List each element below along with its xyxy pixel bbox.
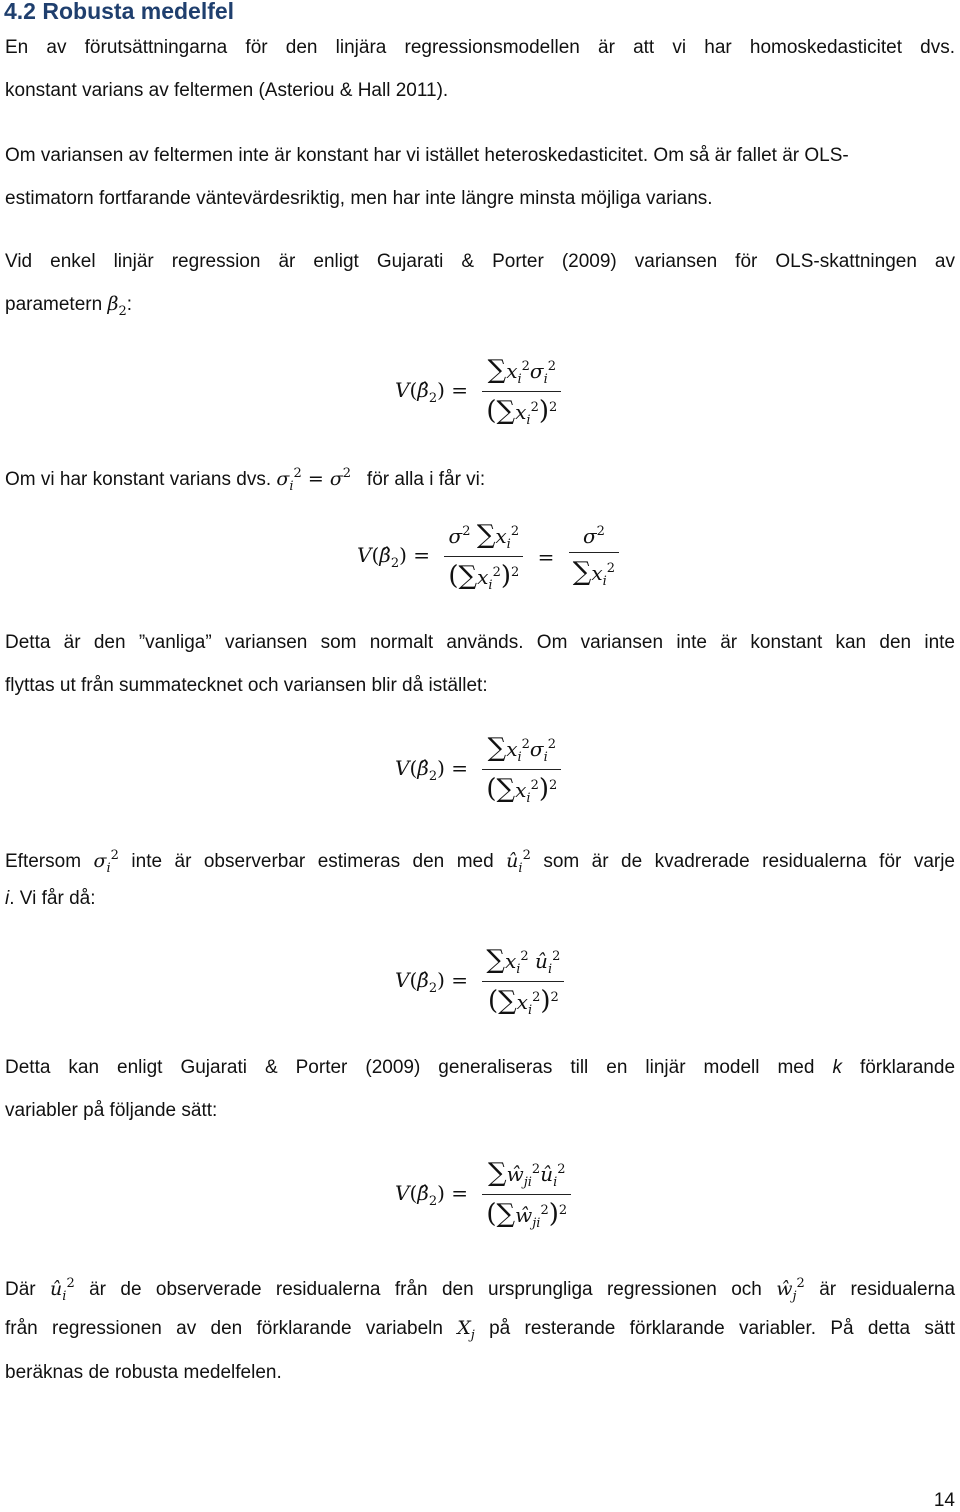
equation-1: $V(\betâ_2)$ = $\frac{\sum x_i^2\sigma_i^2}{(\sum x_i^2)^2}$ [395,355,561,428]
paragraph-2-line-1: Om variansen av feltermen inte är konstant har vi istället heteroskedasticitet. Om så är fallet är OLS- [5,145,849,166]
paragraph-3-line-1: Vid enkel linjär regression är enligt Gujarati & Porter (2009) variansen för OLS-skattningen av [5,251,955,272]
equation-4: $V(\betâ_2)$ = $\frac{\sum x_i^2 û_i^2}{(\sum x_i^2)^2}$ [395,945,564,1018]
paragraph-3-line-2: parametern $\beta_2$: [5,293,132,319]
paragraph-6-line-1: Eftersom $\sigma_i^2$ inte är observerbar estimeras den med $û_i^2$ som är de kvadrerade residualerna för varje [5,848,956,876]
paragraph-8-line-1: Där $û_i^2$ är de observerade residualerna från den ursprungliga regressionen och $ŵ_j^2$ är residualerna [5,1276,956,1304]
equation-5: $V(\betâ_2)$ = $\frac{\sum ŵ_{ji}^2û_i^2}{(\sum ŵ_{ji}^2)^2}$ [395,1158,571,1231]
paragraph-2-line-2: estimatorn fortfarande väntevärdesriktig, men har inte längre minsta möjliga varians. [5,188,713,209]
paragraph-7-line-1: Detta kan enligt Gujarati & Porter (2009) generaliseras till en linjär modell med k förklarande [5,1057,956,1078]
paragraph-7-line-2: variabler på följande sätt: [5,1100,218,1121]
paragraph-5-line-2: flyttas ut från summatecknet och variansen blir då istället: [5,675,488,696]
paragraph-8-line-3: beräknas de robusta medelfelen. [5,1362,282,1383]
equation-2: $V(\betâ_2)$ = $\frac{\sigma^2 \sum x_i^2}{(\sum x_i^2)^2}$ = $\frac{\sigma^2}{\sum x_i^2}$ [357,520,619,593]
paragraph-6-line-2: i. Vi får då: [5,888,96,909]
section-heading: 4.2 Robusta medelfel [4,0,235,24]
paragraph-8-line-2: från regressionen av den förklarande variabeln $X_j$ på resterande förklarande variabler. På detta sätt [5,1317,956,1343]
beta2-symbol: $\beta_2$ [107,293,127,319]
equation-3: $V(\betâ_2)$ = $\frac{\sum x_i^2\sigma_i^2}{(\sum x_i^2)^2}$ [395,733,561,806]
paragraph-1-line-1: En av förutsättningarna för den linjära regressionsmodellen är att vi har homoskedasticitet dvs. [5,37,955,58]
paragraph-1-line-2: konstant varians av feltermen (Asteriou & Hall 2011). [5,80,449,101]
paragraph-5-line-1: Detta är den ”vanliga” variansen som normalt används. Om variansen inte är konstant kan den inte [5,632,955,653]
page-number: 14 [933,1490,955,1511]
paragraph-4: Om vi har konstant varians dvs. $\sigma_i^2 = \sigma^2$ för alla i får vi: [5,466,486,494]
